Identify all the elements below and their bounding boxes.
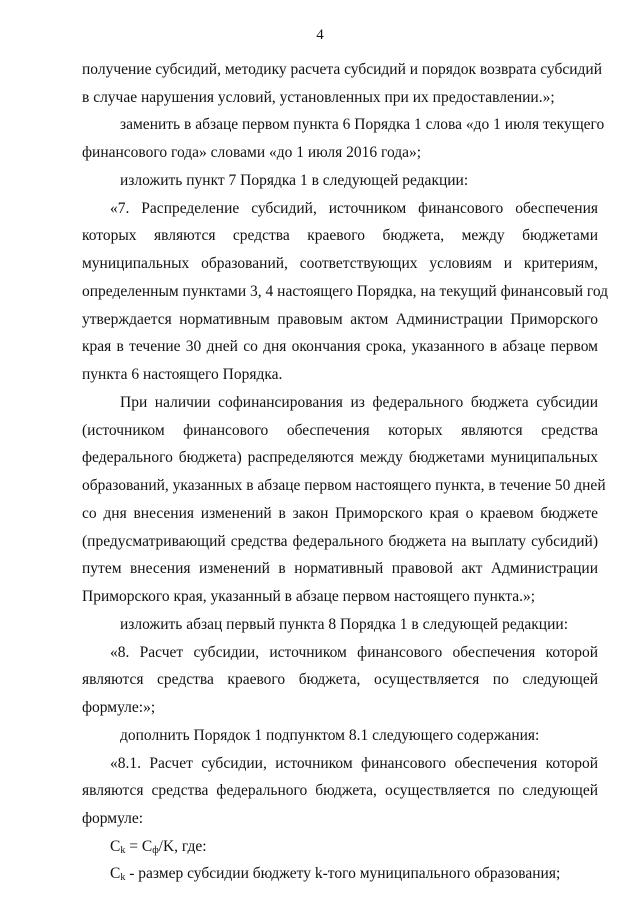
text-line: определенным пунктами 3, 4 настоящего Порядка, на текущий финансовый год bbox=[82, 283, 609, 300]
definition-symbol-subscript: k bbox=[120, 872, 126, 883]
text-line: заменить в абзаце первом пункта 6 Порядка 1 слова «до 1 июля текущего bbox=[120, 116, 605, 133]
text-line: утверждается нормативным правовым актом Администрации Приморского bbox=[82, 311, 598, 328]
text-line: получение субсидий, методику расчета субсидий и порядок возврата субсидий bbox=[82, 61, 602, 78]
text-line: края в течение 30 дней со дня окончания срока, указанного в абзаце первом bbox=[82, 338, 598, 355]
definition-line bbox=[110, 864, 598, 884]
text-line: муниципальных образований, соответствующих условиям и критериям, bbox=[82, 255, 598, 272]
formula-lhs-subscript: k bbox=[120, 845, 126, 856]
definition-text: - размер субсидии бюджету k-того муниципального образования; bbox=[125, 865, 561, 882]
text-line: формуле: bbox=[82, 810, 144, 827]
formula-tail: /K, где: bbox=[158, 838, 207, 855]
text-line: (предусматривающий средства федерального бюджета на выплату субсидий) bbox=[82, 533, 598, 550]
text-line: со дня внесения изменений в закон Приморского края о краевом бюджете bbox=[82, 505, 598, 522]
text-line: «8. Расчет субсидии, источником финансового обеспечения которой bbox=[110, 644, 598, 661]
formula-line bbox=[110, 837, 598, 857]
text-line: «7. Распределение субсидий, источником финансового обеспечения bbox=[110, 200, 598, 217]
text-line: изложить абзац первый пункта 8 Порядка 1 в следующей редакции: bbox=[120, 616, 568, 633]
text-line: При наличии софинансирования из федерального бюджета субсидии bbox=[120, 394, 598, 411]
text-line: федерального бюджета) распределяются между бюджетами муниципальных bbox=[82, 449, 598, 466]
text-line: которых являются средства краевого бюджета, между бюджетами bbox=[82, 227, 598, 244]
formula-equals: = C bbox=[125, 838, 153, 855]
definition-symbol: C bbox=[110, 865, 121, 882]
text-line: «8.1. Расчет субсидии, источником финансового обеспечения которой bbox=[110, 755, 598, 772]
text-line: являются средства краевого бюджета, осуществляется по следующей bbox=[82, 671, 598, 688]
text-line: финансового года» словами «до 1 июля 2016 года»; bbox=[82, 144, 422, 161]
page-number: 4 bbox=[316, 27, 324, 43]
text-line: в случае нарушения условий, установленных при их предоставлении.»; bbox=[82, 89, 555, 106]
text-line: образований, указанных в абзаце первом настоящего пункта, в течение 50 дней bbox=[82, 477, 606, 494]
text-line: Приморского края, указанный в абзаце первом настоящего пункта.»; bbox=[82, 588, 536, 605]
text-line: путем внесения изменений в нормативный правовой акт Администрации bbox=[82, 560, 598, 577]
text-line: являются средства федерального бюджета, осуществляется по следующей bbox=[82, 782, 598, 799]
text-line: (источником финансового обеспечения которых являются средства bbox=[82, 422, 598, 439]
text-line: дополнить Порядок 1 подпунктом 8.1 следующего содержания: bbox=[120, 727, 540, 744]
text-line: формуле:»; bbox=[82, 699, 156, 716]
formula-rhs-subscript: ф bbox=[152, 845, 159, 856]
formula-lhs: C bbox=[110, 838, 121, 855]
text-line: изложить пункт 7 Порядка 1 в следующей редакции: bbox=[120, 172, 469, 189]
text-line: пункта 6 настоящего Порядка. bbox=[82, 366, 283, 383]
